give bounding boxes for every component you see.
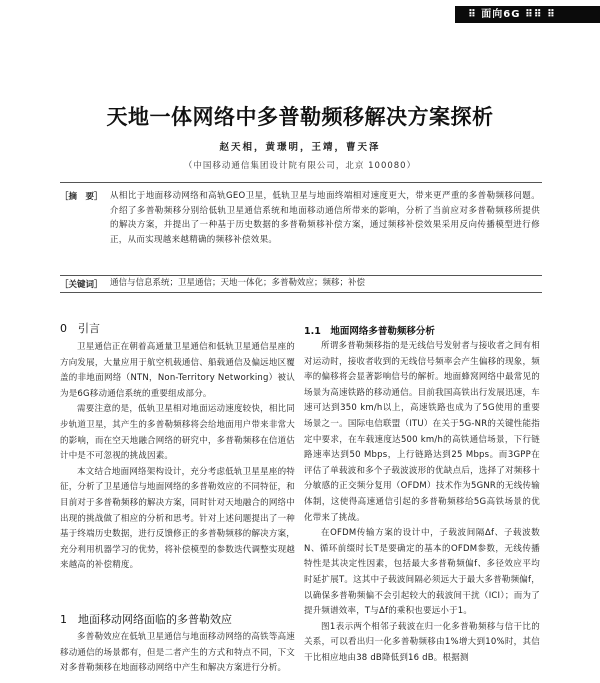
intro-paragraph-3: 本文结合地面网络架构设计，充分考虑低轨卫星星座的特征，分析了卫星通信与地面网络的多普勒效应的不同特征，和目前对于多普勒频移的解决方案，同时针对天地融合的网络中出现的挑战做了相应的分析和思考。针对上述问题提出了一种基于终端历史数据，进行反馈修正的多普勒频移的解决方案，充分利用机器学习的优势，将补偿模型的参数迭代调整实现越来越高的补偿精度。: [60, 466, 295, 571]
affiliation: （中国移动通信集团设计院有限公司，北京 100080）: [183, 161, 417, 171]
intro-body: [60, 340, 295, 574]
abstract-text: 从相比于地面移动网络和高轨GEO卫星，低轨卫星与地面终端相对速度更大，带来更严重的多普勒频移问题。介绍了多普勒频移分别给低轨卫星通信系统和地面移动通信所带来的影响，分析了当前应对多普勒频移所提供的解决方案，并提出了一种基于历史数据的多普勒频移补偿方案，通过频移补偿效果采用反向传播模型进行修正，从而实现越来越精确的频移补偿效果。: [110, 191, 540, 245]
running-header: ⠿ 面向6G ⠿⠿ ⠿: [468, 9, 556, 20]
keywords-text: 通信与信息系统；卫星通信；天地一体化；多普勒效应；频移；补偿: [110, 278, 366, 288]
abstract-label: ［摘 要］: [60, 192, 103, 202]
abstract-top-rule: [60, 182, 542, 183]
paper-title: 天地一体网络中多普勒频移解决方案探析: [106, 105, 494, 129]
section-1-body: [60, 630, 295, 677]
subsection-1-1-paragraph-1: 所谓多普勒频移指的是无线信号发射者与接收者之间有相对运动时，接收者收到的无线信号频率会产生偏移的现象，频率的偏移将会显著影响信号的解析。地面蜂窝网络中最常见的场景为高速铁路的移动通信。目前我国高铁出行发展迅速，车速可达到350 km/h以上，高速铁路也成为了5G使用的重要场景之一。国际电信联盟（ITU）在关于5G-NR的关键性能指定中要求，在车载速度达500 km/h的高铁通信场景，下行链路速率达到50 Mbps，上行链路达到25 Mbps。而3GPP在评估了单载波和多个子载波波形的优缺点后，选择了对频移十分敏感的正交频分复用（OFDM）技术作为5GNR的无线传输体制，这使得高速通信引起的多普勒频移给5G高铁场景的优化带来了挑战。: [304, 341, 540, 523]
subsection-1-1-paragraph-3: 图1表示两个相邻子载波在归一化多普勒频移与信干比的关系，可以看出归一化多普勒频移由1%增大到10%时，其信干比相应地由38 dB降低到16 dB。根据测: [304, 621, 540, 663]
keywords-label: ［关键词］: [60, 280, 103, 290]
keywords-divider: [60, 275, 542, 276]
section-1-paragraph-1: 多普勒效应在低轨卫星通信与地面移动网络的高铁等高速移动通信的场景都有，但是二者产生的方式和特点不同，下文对多普勒频移在地面移动网络中产生和解决方案进行分析。: [60, 632, 295, 674]
subsection-1-1-body: [304, 339, 540, 666]
keywords-bottom-rule: [60, 292, 542, 293]
intro-paragraph-2: 需要注意的是，低轨卫星相对地面运动速度较快，相比同步轨道卫星，其产生的多普勒频移将会给地面用户带来非常大的影响，而在空天地融合网络的研究中，多普勒频移在信道估计中是不可忽视的挑战因素。: [60, 404, 295, 462]
author-list: 赵天相，黄璟明，王靖，曹天泽: [219, 142, 381, 153]
section-heading-1: 1 地面移动网络面临的多普勒效应: [60, 613, 232, 626]
section-heading-intro: 0 引言: [60, 322, 100, 335]
subsection-heading-1-1: 1.1 地面网络多普勒频移分析: [304, 326, 435, 337]
intro-paragraph-1: 卫星通信正在朝着高通量卫星通信和低轨卫星通信星座的方向发展，大量应用于航空机载通信、船载通信及偏远地区覆盖的非地面网络（NTN，Non-Territory Networking）被认为是6G移动通信系统的重要组成部分。: [60, 342, 295, 399]
subsection-1-1-paragraph-2: 在OFDM传输方案的设计中，子载波间隔Δf、子载波数N、循环前缀时长T是要确定的基本的OFDM参数，无线传播特性是其决定性因素，包括最大多普勒频偏f、多径效应平均时延扩展T。这其中子载波间隔必须远大于最大多普勒频偏f，以确保多普勒频偏不会引起较大的载波间干扰（ICI）；而为了提升频谱效率，T与Δf的乘积也要远小于1。: [304, 528, 540, 617]
